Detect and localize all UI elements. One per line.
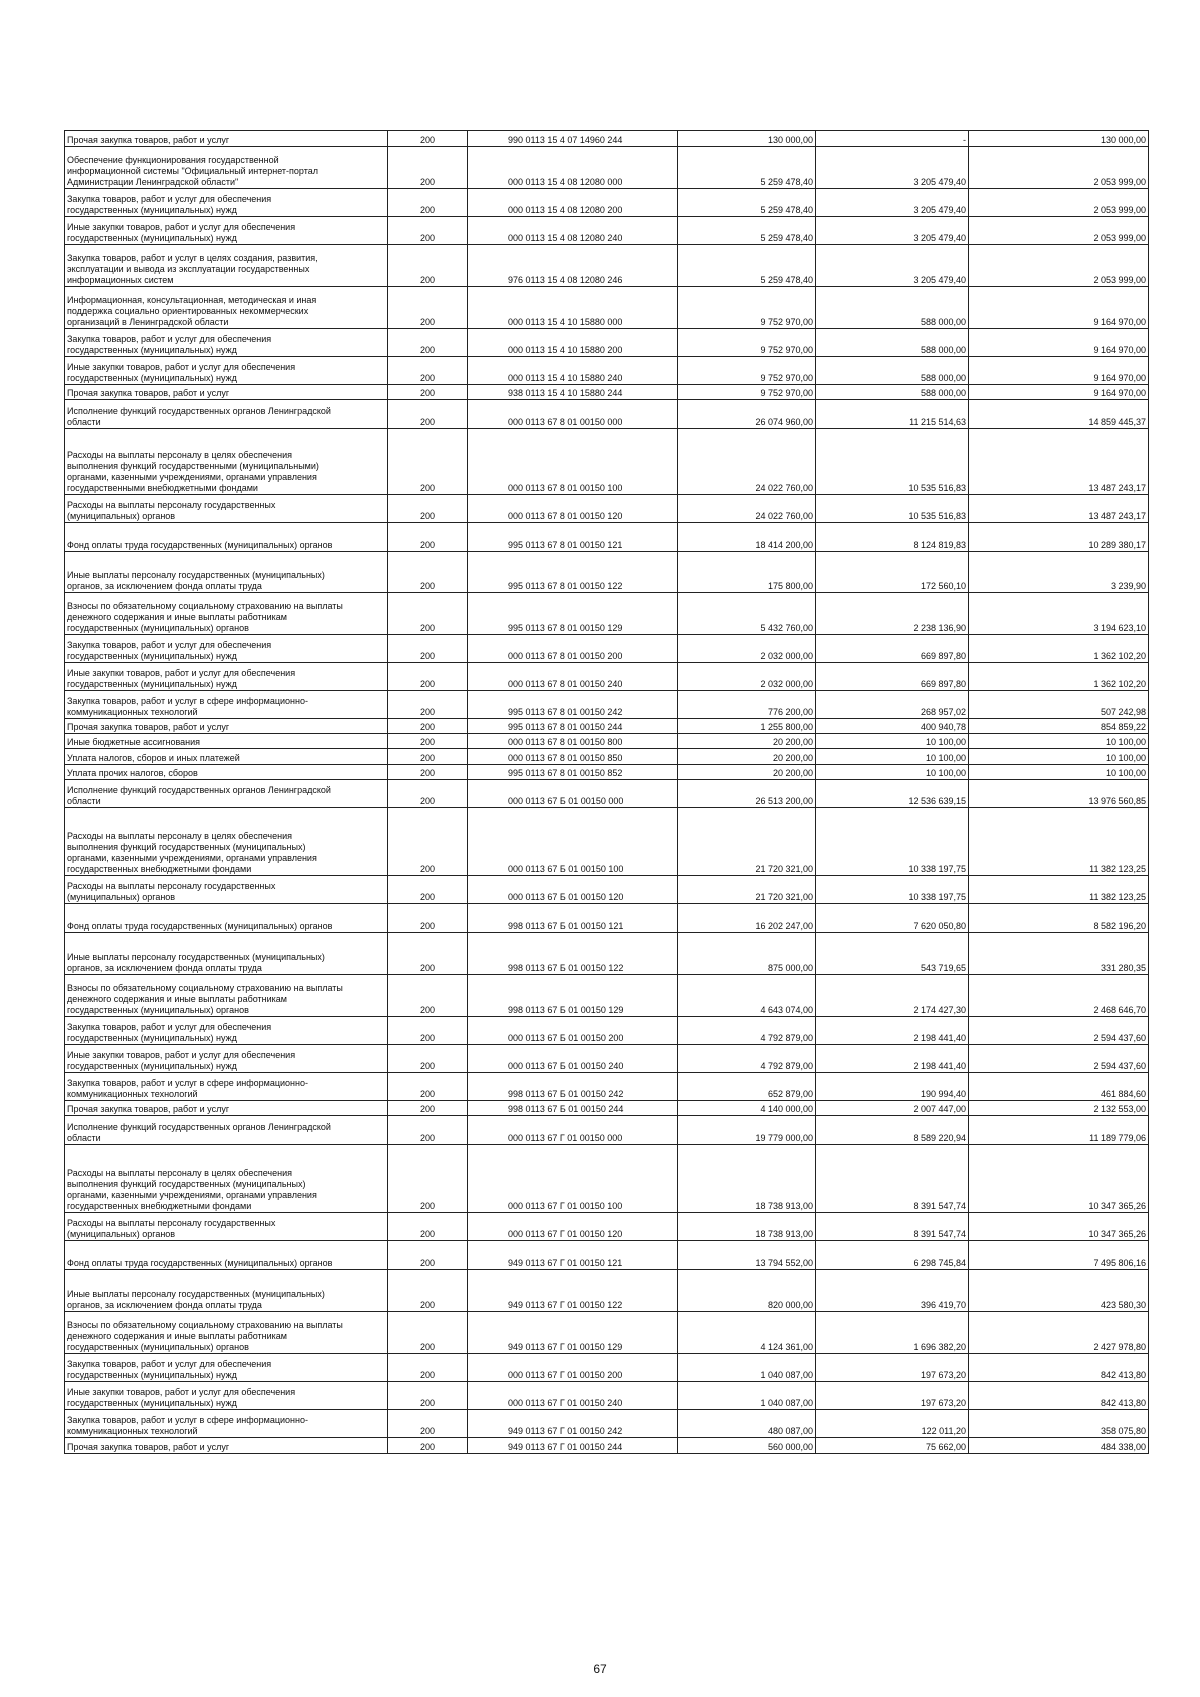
row-line-code-cell: 200 [388, 904, 468, 933]
row-line-code-cell: 200 [388, 765, 468, 780]
table-row [65, 719, 1149, 734]
table-row [65, 1145, 1149, 1213]
row-line-code-cell: 200 [388, 147, 468, 189]
row-budget-code-cell: 990 0113 15 4 07 14960 244 [468, 131, 678, 147]
row-line-code-cell: 200 [388, 808, 468, 876]
row-budget-code-cell: 995 0113 67 8 01 00150 244 [468, 719, 678, 734]
row-line-code-cell: 200 [388, 876, 468, 904]
row-line-code-cell: 200 [388, 663, 468, 691]
row-line-code-cell: 200 [388, 1116, 468, 1145]
row-unexecuted-amount-cell: 13 976 560,85 [969, 780, 1149, 808]
row-name-cell: Фонд оплаты труда государственных (муниципальных) органов [65, 523, 388, 552]
row-name-cell: Закупка товаров, работ и услуг в сфере информационно- коммуникационных технологий [65, 1073, 388, 1101]
row-name-cell: Закупка товаров, работ и услуг для обеспечения государственных (муниципальных) нужд [65, 189, 388, 217]
row-unexecuted-amount-cell: 1 362 102,20 [969, 635, 1149, 663]
table-row [65, 287, 1149, 329]
row-budget-code-cell: 000 0113 67 Г 01 00150 100 [468, 1145, 678, 1213]
row-name-cell: Информационная, консультационная, методическая и иная поддержка социально ориентированных некоммерческих организаций в Ленинградской области [65, 287, 388, 329]
row-line-code-cell: 200 [388, 1241, 468, 1270]
row-approved-amount-cell: 5 432 760,00 [678, 593, 816, 635]
table-row [65, 1354, 1149, 1382]
budget-table [64, 130, 1149, 1454]
row-executed-amount-cell: 669 897,80 [816, 635, 969, 663]
row-executed-amount-cell: 588 000,00 [816, 287, 969, 329]
row-unexecuted-amount-cell: 2 427 978,80 [969, 1312, 1149, 1354]
table-row [65, 1241, 1149, 1270]
row-budget-code-cell: 998 0113 67 Б 01 00150 129 [468, 975, 678, 1017]
row-budget-code-cell: 000 0113 67 Г 01 00150 000 [468, 1116, 678, 1145]
row-executed-amount-cell: 197 673,20 [816, 1382, 969, 1410]
row-name-cell: Закупка товаров, работ и услуг в сфере информационно- коммуникационных технологий [65, 691, 388, 719]
row-executed-amount-cell: 10 100,00 [816, 734, 969, 749]
row-line-code-cell: 200 [388, 552, 468, 593]
row-line-code-cell: 200 [388, 975, 468, 1017]
row-name-cell: Закупка товаров, работ и услуг для обеспечения государственных (муниципальных) нужд [65, 1017, 388, 1045]
row-name-cell: Закупка товаров, работ и услуг в сфере информационно- коммуникационных технологий [65, 1410, 388, 1438]
row-name-cell: Расходы на выплаты персоналу государственных (муниципальных) органов [65, 1213, 388, 1241]
row-unexecuted-amount-cell: 2 053 999,00 [969, 245, 1149, 287]
row-executed-amount-cell: 10 338 197,75 [816, 876, 969, 904]
row-executed-amount-cell: 2 238 136,90 [816, 593, 969, 635]
row-line-code-cell: 200 [388, 189, 468, 217]
row-approved-amount-cell: 5 259 478,40 [678, 245, 816, 287]
row-name-cell: Фонд оплаты труда государственных (муниципальных) органов [65, 904, 388, 933]
row-line-code-cell: 200 [388, 1017, 468, 1045]
row-executed-amount-cell: 2 198 441,40 [816, 1017, 969, 1045]
row-budget-code-cell: 000 0113 67 8 01 00150 240 [468, 663, 678, 691]
table-row [65, 975, 1149, 1017]
row-executed-amount-cell: 2 007 447,00 [816, 1101, 969, 1116]
row-line-code-cell: 200 [388, 357, 468, 385]
page-number: 67 [593, 1662, 607, 1676]
row-unexecuted-amount-cell: 2 132 553,00 [969, 1101, 1149, 1116]
row-approved-amount-cell: 4 643 074,00 [678, 975, 816, 1017]
row-line-code-cell: 200 [388, 1101, 468, 1116]
row-line-code-cell: 200 [388, 1073, 468, 1101]
row-unexecuted-amount-cell: 13 487 243,17 [969, 495, 1149, 523]
row-executed-amount-cell: 172 560,10 [816, 552, 969, 593]
row-approved-amount-cell: 18 738 913,00 [678, 1145, 816, 1213]
table-row [65, 1382, 1149, 1410]
row-approved-amount-cell: 1 040 087,00 [678, 1354, 816, 1382]
table-row [65, 1312, 1149, 1354]
row-name-cell: Закупка товаров, работ и услуг для обеспечения государственных (муниципальных) нужд [65, 635, 388, 663]
row-name-cell: Закупка товаров, работ и услуг в целях создания, развития, эксплуатации и вывода из эксплуатации государственных информационных систем [65, 245, 388, 287]
row-approved-amount-cell: 480 087,00 [678, 1410, 816, 1438]
row-budget-code-cell: 976 0113 15 4 08 12080 246 [468, 245, 678, 287]
row-line-code-cell: 200 [388, 245, 468, 287]
row-approved-amount-cell: 18 414 200,00 [678, 523, 816, 552]
row-name-cell: Закупка товаров, работ и услуг для обеспечения государственных (муниципальных) нужд [65, 1354, 388, 1382]
row-budget-code-cell: 000 0113 15 4 08 12080 000 [468, 147, 678, 189]
row-line-code-cell: 200 [388, 495, 468, 523]
row-unexecuted-amount-cell: 2 053 999,00 [969, 217, 1149, 245]
table-row [65, 523, 1149, 552]
row-budget-code-cell: 949 0113 67 Г 01 00150 121 [468, 1241, 678, 1270]
row-approved-amount-cell: 5 259 478,40 [678, 147, 816, 189]
row-name-cell: Исполнение функций государственных органов Ленинградской области [65, 1116, 388, 1145]
row-line-code-cell: 200 [388, 1045, 468, 1073]
row-unexecuted-amount-cell: 9 164 970,00 [969, 287, 1149, 329]
row-name-cell: Прочая закупка товаров, работ и услуг [65, 1101, 388, 1116]
row-unexecuted-amount-cell: 842 413,80 [969, 1354, 1149, 1382]
row-budget-code-cell: 000 0113 67 Г 01 00150 200 [468, 1354, 678, 1382]
row-name-cell: Уплата налогов, сборов и иных платежей [65, 749, 388, 765]
row-budget-code-cell: 000 0113 67 Б 01 00150 100 [468, 808, 678, 876]
row-budget-code-cell: 998 0113 67 Б 01 00150 242 [468, 1073, 678, 1101]
row-unexecuted-amount-cell: 8 582 196,20 [969, 904, 1149, 933]
row-line-code-cell: 200 [388, 749, 468, 765]
row-budget-code-cell: 949 0113 67 Г 01 00150 242 [468, 1410, 678, 1438]
row-line-code-cell: 200 [388, 933, 468, 975]
row-line-code-cell: 200 [388, 131, 468, 147]
row-line-code-cell: 200 [388, 1145, 468, 1213]
table-row [65, 876, 1149, 904]
row-line-code-cell: 200 [388, 593, 468, 635]
row-unexecuted-amount-cell: 11 189 779,06 [969, 1116, 1149, 1145]
row-budget-code-cell: 949 0113 67 Г 01 00150 129 [468, 1312, 678, 1354]
row-executed-amount-cell: 3 205 479,40 [816, 147, 969, 189]
row-name-cell: Расходы на выплаты персоналу в целях обеспечения выполнения функций государственных (муниципальных) органами, казенными учреждениями, органами управления государственных внебюджетными фондами [65, 1145, 388, 1213]
row-approved-amount-cell: 24 022 760,00 [678, 495, 816, 523]
row-approved-amount-cell: 18 738 913,00 [678, 1213, 816, 1241]
row-unexecuted-amount-cell: 9 164 970,00 [969, 385, 1149, 400]
row-unexecuted-amount-cell: 10 100,00 [969, 765, 1149, 780]
row-budget-code-cell: 000 0113 67 8 01 00150 100 [468, 429, 678, 495]
row-name-cell: Взносы по обязательному социальному страхованию на выплаты денежного содержания и иные выплаты работникам государственных (муниципальных) органов [65, 1312, 388, 1354]
row-name-cell: Взносы по обязательному социальному страхованию на выплаты денежного содержания и иные выплаты работникам государственных (муниципальных) органов [65, 975, 388, 1017]
row-approved-amount-cell: 5 259 478,40 [678, 217, 816, 245]
row-approved-amount-cell: 4 792 879,00 [678, 1045, 816, 1073]
row-line-code-cell: 200 [388, 1382, 468, 1410]
row-approved-amount-cell: 776 200,00 [678, 691, 816, 719]
row-line-code-cell: 200 [388, 400, 468, 429]
table-row [65, 749, 1149, 765]
row-executed-amount-cell: 10 100,00 [816, 749, 969, 765]
row-approved-amount-cell: 1 255 800,00 [678, 719, 816, 734]
row-approved-amount-cell: 9 752 970,00 [678, 287, 816, 329]
row-name-cell: Иные закупки товаров, работ и услуг для обеспечения государственных (муниципальных) нужд [65, 357, 388, 385]
row-unexecuted-amount-cell: 423 580,30 [969, 1270, 1149, 1312]
row-executed-amount-cell: 396 419,70 [816, 1270, 969, 1312]
row-unexecuted-amount-cell: 2 594 437,60 [969, 1017, 1149, 1045]
row-name-cell: Расходы на выплаты персоналу государственных (муниципальных) органов [65, 876, 388, 904]
row-unexecuted-amount-cell: 10 347 365,26 [969, 1145, 1149, 1213]
row-approved-amount-cell: 175 800,00 [678, 552, 816, 593]
row-budget-code-cell: 000 0113 67 8 01 00150 120 [468, 495, 678, 523]
row-executed-amount-cell: 8 391 547,74 [816, 1145, 969, 1213]
row-approved-amount-cell: 21 720 321,00 [678, 808, 816, 876]
row-executed-amount-cell: 268 957,02 [816, 691, 969, 719]
table-row [65, 1017, 1149, 1045]
row-name-cell: Прочая закупка товаров, работ и услуг [65, 1438, 388, 1454]
row-executed-amount-cell: 10 338 197,75 [816, 808, 969, 876]
row-unexecuted-amount-cell: 10 100,00 [969, 749, 1149, 765]
table-row [65, 1213, 1149, 1241]
row-name-cell: Уплата прочих налогов, сборов [65, 765, 388, 780]
table-row [65, 147, 1149, 189]
row-unexecuted-amount-cell: 10 289 380,17 [969, 523, 1149, 552]
table-row [65, 495, 1149, 523]
row-unexecuted-amount-cell: 10 100,00 [969, 734, 1149, 749]
row-budget-code-cell: 998 0113 67 Б 01 00150 244 [468, 1101, 678, 1116]
row-approved-amount-cell: 2 032 000,00 [678, 635, 816, 663]
row-budget-code-cell: 000 0113 67 8 01 00150 800 [468, 734, 678, 749]
row-budget-code-cell: 000 0113 67 8 01 00150 850 [468, 749, 678, 765]
table-row [65, 429, 1149, 495]
table-row [65, 552, 1149, 593]
table-row [65, 357, 1149, 385]
table-row [65, 245, 1149, 287]
row-budget-code-cell: 000 0113 15 4 08 12080 200 [468, 189, 678, 217]
row-budget-code-cell: 949 0113 67 Г 01 00150 122 [468, 1270, 678, 1312]
row-unexecuted-amount-cell: 9 164 970,00 [969, 357, 1149, 385]
table-row [65, 663, 1149, 691]
row-approved-amount-cell: 26 513 200,00 [678, 780, 816, 808]
row-unexecuted-amount-cell: 14 859 445,37 [969, 400, 1149, 429]
row-budget-code-cell: 000 0113 67 Б 01 00150 120 [468, 876, 678, 904]
row-executed-amount-cell: 7 620 050,80 [816, 904, 969, 933]
row-approved-amount-cell: 560 000,00 [678, 1438, 816, 1454]
budget-table-body [65, 131, 1149, 1454]
row-approved-amount-cell: 9 752 970,00 [678, 385, 816, 400]
row-executed-amount-cell: 8 124 819,83 [816, 523, 969, 552]
table-row [65, 1045, 1149, 1073]
table-row [65, 1438, 1149, 1454]
row-budget-code-cell: 995 0113 67 8 01 00150 129 [468, 593, 678, 635]
row-line-code-cell: 200 [388, 635, 468, 663]
row-unexecuted-amount-cell: 854 859,22 [969, 719, 1149, 734]
row-executed-amount-cell: 2 174 427,30 [816, 975, 969, 1017]
row-approved-amount-cell: 5 259 478,40 [678, 189, 816, 217]
table-row [65, 1270, 1149, 1312]
row-unexecuted-amount-cell: 11 382 123,25 [969, 876, 1149, 904]
row-approved-amount-cell: 130 000,00 [678, 131, 816, 147]
row-unexecuted-amount-cell: 3 239,90 [969, 552, 1149, 593]
row-line-code-cell: 200 [388, 691, 468, 719]
row-name-cell: Расходы на выплаты персоналу в целях обеспечения выполнения функций государственных (муниципальных) органами, казенными учреждениями, органами управления государственных внебюджетными фондами [65, 808, 388, 876]
row-executed-amount-cell: 2 198 441,40 [816, 1045, 969, 1073]
row-approved-amount-cell: 26 074 960,00 [678, 400, 816, 429]
table-row [65, 189, 1149, 217]
table-row [65, 635, 1149, 663]
row-approved-amount-cell: 19 779 000,00 [678, 1116, 816, 1145]
row-approved-amount-cell: 20 200,00 [678, 765, 816, 780]
row-approved-amount-cell: 13 794 552,00 [678, 1241, 816, 1270]
row-executed-amount-cell: 190 994,40 [816, 1073, 969, 1101]
table-row [65, 217, 1149, 245]
row-budget-code-cell: 000 0113 67 8 01 00150 200 [468, 635, 678, 663]
row-approved-amount-cell: 820 000,00 [678, 1270, 816, 1312]
row-executed-amount-cell: 6 298 745,84 [816, 1241, 969, 1270]
table-row [65, 1073, 1149, 1101]
row-executed-amount-cell: 8 589 220,94 [816, 1116, 969, 1145]
row-unexecuted-amount-cell: 130 000,00 [969, 131, 1149, 147]
row-line-code-cell: 200 [388, 1354, 468, 1382]
row-unexecuted-amount-cell: 2 053 999,00 [969, 189, 1149, 217]
table-row [65, 780, 1149, 808]
row-unexecuted-amount-cell: 358 075,80 [969, 1410, 1149, 1438]
row-executed-amount-cell: 588 000,00 [816, 357, 969, 385]
row-budget-code-cell: 000 0113 67 Б 01 00150 240 [468, 1045, 678, 1073]
row-unexecuted-amount-cell: 461 884,60 [969, 1073, 1149, 1101]
row-unexecuted-amount-cell: 1 362 102,20 [969, 663, 1149, 691]
table-row [65, 1410, 1149, 1438]
row-executed-amount-cell: 11 215 514,63 [816, 400, 969, 429]
row-budget-code-cell: 000 0113 67 Г 01 00150 120 [468, 1213, 678, 1241]
row-name-cell: Закупка товаров, работ и услуг для обеспечения государственных (муниципальных) нужд [65, 329, 388, 357]
row-unexecuted-amount-cell: 9 164 970,00 [969, 329, 1149, 357]
row-line-code-cell: 200 [388, 217, 468, 245]
row-unexecuted-amount-cell: 842 413,80 [969, 1382, 1149, 1410]
row-name-cell: Исполнение функций государственных органов Ленинградской области [65, 780, 388, 808]
row-line-code-cell: 200 [388, 1410, 468, 1438]
row-name-cell: Прочая закупка товаров, работ и услуг [65, 719, 388, 734]
row-line-code-cell: 200 [388, 1312, 468, 1354]
row-line-code-cell: 200 [388, 1213, 468, 1241]
row-approved-amount-cell: 16 202 247,00 [678, 904, 816, 933]
row-budget-code-cell: 949 0113 67 Г 01 00150 244 [468, 1438, 678, 1454]
row-name-cell: Иные выплаты персоналу государственных (муниципальных) органов, за исключением фонда оплаты труда [65, 933, 388, 975]
row-name-cell: Иные закупки товаров, работ и услуг для обеспечения государственных (муниципальных) нужд [65, 663, 388, 691]
row-line-code-cell: 200 [388, 523, 468, 552]
row-budget-code-cell: 998 0113 67 Б 01 00150 121 [468, 904, 678, 933]
row-budget-code-cell: 000 0113 15 4 08 12080 240 [468, 217, 678, 245]
row-line-code-cell: 200 [388, 719, 468, 734]
row-executed-amount-cell: 8 391 547,74 [816, 1213, 969, 1241]
row-budget-code-cell: 000 0113 15 4 10 15880 240 [468, 357, 678, 385]
row-budget-code-cell: 995 0113 67 8 01 00150 242 [468, 691, 678, 719]
row-name-cell: Взносы по обязательному социальному страхованию на выплаты денежного содержания и иные выплаты работникам государственных (муниципальных) органов [65, 593, 388, 635]
row-executed-amount-cell: 197 673,20 [816, 1354, 969, 1382]
row-approved-amount-cell: 20 200,00 [678, 749, 816, 765]
row-budget-code-cell: 000 0113 15 4 10 15880 000 [468, 287, 678, 329]
row-approved-amount-cell: 1 040 087,00 [678, 1382, 816, 1410]
row-name-cell: Иные закупки товаров, работ и услуг для обеспечения государственных (муниципальных) нужд [65, 217, 388, 245]
row-approved-amount-cell: 21 720 321,00 [678, 876, 816, 904]
row-approved-amount-cell: 652 879,00 [678, 1073, 816, 1101]
row-executed-amount-cell: 3 205 479,40 [816, 217, 969, 245]
row-budget-code-cell: 000 0113 15 4 10 15880 200 [468, 329, 678, 357]
row-line-code-cell: 200 [388, 780, 468, 808]
row-executed-amount-cell: 75 662,00 [816, 1438, 969, 1454]
row-line-code-cell: 200 [388, 429, 468, 495]
row-budget-code-cell: 000 0113 67 8 01 00150 000 [468, 400, 678, 429]
row-executed-amount-cell: 400 940,78 [816, 719, 969, 734]
row-executed-amount-cell: 10 535 516,83 [816, 429, 969, 495]
table-row [65, 1101, 1149, 1116]
row-approved-amount-cell: 4 792 879,00 [678, 1017, 816, 1045]
row-executed-amount-cell: 588 000,00 [816, 385, 969, 400]
table-row [65, 385, 1149, 400]
row-executed-amount-cell: 669 897,80 [816, 663, 969, 691]
row-executed-amount-cell: 3 205 479,40 [816, 189, 969, 217]
row-unexecuted-amount-cell: 2 468 646,70 [969, 975, 1149, 1017]
row-line-code-cell: 200 [388, 287, 468, 329]
row-line-code-cell: 200 [388, 734, 468, 749]
row-unexecuted-amount-cell: 11 382 123,25 [969, 808, 1149, 876]
row-budget-code-cell: 000 0113 67 Б 01 00150 000 [468, 780, 678, 808]
row-unexecuted-amount-cell: 13 487 243,17 [969, 429, 1149, 495]
row-approved-amount-cell: 24 022 760,00 [678, 429, 816, 495]
row-name-cell: Исполнение функций государственных органов Ленинградской области [65, 400, 388, 429]
row-executed-amount-cell: 10 100,00 [816, 765, 969, 780]
row-approved-amount-cell: 875 000,00 [678, 933, 816, 975]
row-approved-amount-cell: 4 124 361,00 [678, 1312, 816, 1354]
table-row [65, 329, 1149, 357]
row-approved-amount-cell: 4 140 000,00 [678, 1101, 816, 1116]
table-row [65, 131, 1149, 147]
row-executed-amount-cell: - [816, 131, 969, 147]
row-name-cell: Прочая закупка товаров, работ и услуг [65, 385, 388, 400]
row-name-cell: Иные закупки товаров, работ и услуг для обеспечения государственных (муниципальных) нужд [65, 1045, 388, 1073]
table-row [65, 691, 1149, 719]
row-unexecuted-amount-cell: 10 347 365,26 [969, 1213, 1149, 1241]
table-row [65, 400, 1149, 429]
row-name-cell: Обеспечение функционирования государственной информационной системы "Официальный интернет-портал Администрации Ленинградской области" [65, 147, 388, 189]
row-executed-amount-cell: 122 011,20 [816, 1410, 969, 1438]
row-approved-amount-cell: 20 200,00 [678, 734, 816, 749]
row-executed-amount-cell: 12 536 639,15 [816, 780, 969, 808]
row-budget-code-cell: 995 0113 67 8 01 00150 852 [468, 765, 678, 780]
row-budget-code-cell: 995 0113 67 8 01 00150 121 [468, 523, 678, 552]
row-unexecuted-amount-cell: 2 053 999,00 [969, 147, 1149, 189]
row-name-cell: Прочая закупка товаров, работ и услуг [65, 131, 388, 147]
row-budget-code-cell: 000 0113 67 Б 01 00150 200 [468, 1017, 678, 1045]
table-row [65, 904, 1149, 933]
row-budget-code-cell: 995 0113 67 8 01 00150 122 [468, 552, 678, 593]
row-executed-amount-cell: 1 696 382,20 [816, 1312, 969, 1354]
row-line-code-cell: 200 [388, 1270, 468, 1312]
row-name-cell: Расходы на выплаты персоналу государственных (муниципальных) органов [65, 495, 388, 523]
row-executed-amount-cell: 543 719,65 [816, 933, 969, 975]
row-unexecuted-amount-cell: 507 242,98 [969, 691, 1149, 719]
table-row [65, 933, 1149, 975]
table-row [65, 1116, 1149, 1145]
table-row [65, 765, 1149, 780]
row-name-cell: Иные бюджетные ассигнования [65, 734, 388, 749]
row-name-cell: Иные выплаты персоналу государственных (муниципальных) органов, за исключением фонда оплаты труда [65, 1270, 388, 1312]
row-name-cell: Иные выплаты персоналу государственных (муниципальных) органов, за исключением фонда оплаты труда [65, 552, 388, 593]
row-line-code-cell: 200 [388, 1438, 468, 1454]
table-row [65, 593, 1149, 635]
row-budget-code-cell: 000 0113 67 Г 01 00150 240 [468, 1382, 678, 1410]
row-unexecuted-amount-cell: 2 594 437,60 [969, 1045, 1149, 1073]
row-name-cell: Фонд оплаты труда государственных (муниципальных) органов [65, 1241, 388, 1270]
row-approved-amount-cell: 2 032 000,00 [678, 663, 816, 691]
row-unexecuted-amount-cell: 484 338,00 [969, 1438, 1149, 1454]
table-row [65, 734, 1149, 749]
row-executed-amount-cell: 3 205 479,40 [816, 245, 969, 287]
row-name-cell: Иные закупки товаров, работ и услуг для обеспечения государственных (муниципальных) нужд [65, 1382, 388, 1410]
row-executed-amount-cell: 588 000,00 [816, 329, 969, 357]
row-line-code-cell: 200 [388, 329, 468, 357]
row-approved-amount-cell: 9 752 970,00 [678, 357, 816, 385]
row-executed-amount-cell: 10 535 516,83 [816, 495, 969, 523]
row-unexecuted-amount-cell: 7 495 806,16 [969, 1241, 1149, 1270]
row-budget-code-cell: 998 0113 67 Б 01 00150 122 [468, 933, 678, 975]
row-name-cell: Расходы на выплаты персоналу в целях обеспечения выполнения функций государственными (муниципальными) органами, казенными учреждениями, органами управления государственными внебюджетными фондами [65, 429, 388, 495]
row-unexecuted-amount-cell: 331 280,35 [969, 933, 1149, 975]
row-unexecuted-amount-cell: 3 194 623,10 [969, 593, 1149, 635]
row-line-code-cell: 200 [388, 385, 468, 400]
row-approved-amount-cell: 9 752 970,00 [678, 329, 816, 357]
row-budget-code-cell: 938 0113 15 4 10 15880 244 [468, 385, 678, 400]
table-row [65, 808, 1149, 876]
